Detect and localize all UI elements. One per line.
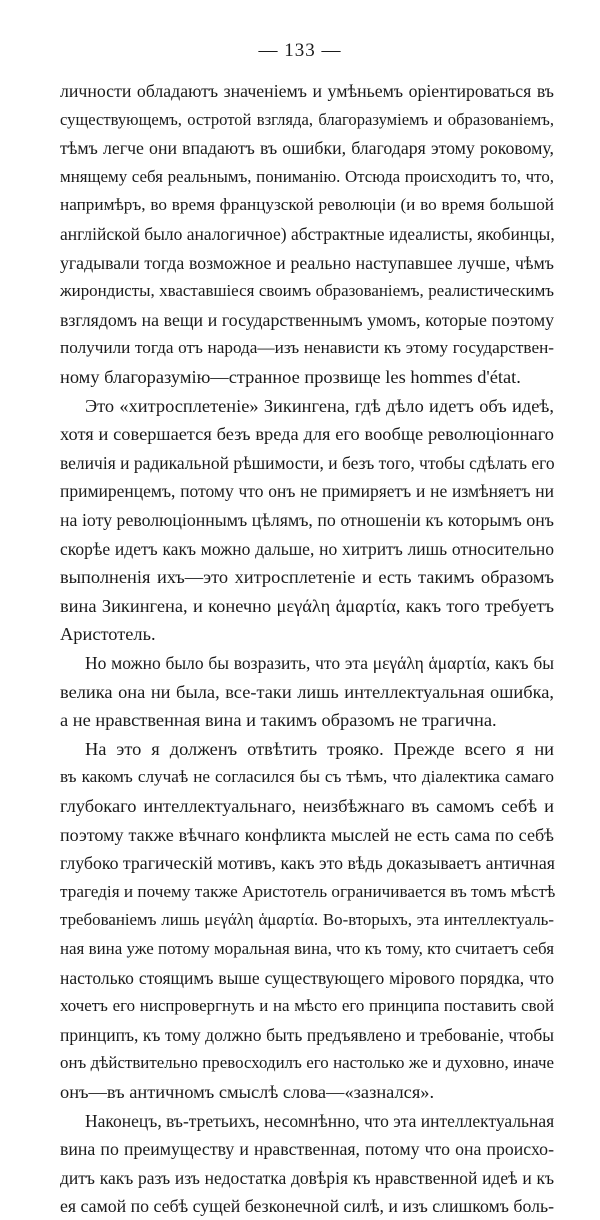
text-line: личности обладаютъ значеніемъ и умѣньемъ оріентироваться въ bbox=[60, 81, 554, 101]
text-line: скорѣе идетъ какъ можно дальше, но хитритъ лишь относительно bbox=[60, 538, 554, 559]
text-line: требованіемъ лишь μεγάλη ἁμαρτία. Во-вторыхъ, эта интеллектуаль- bbox=[60, 910, 554, 930]
text-line: напримѣръ, во время французской революціи (и во время большой bbox=[60, 195, 554, 215]
text-line: вина Зикингена, и конечно μεγάλη ἁμαρτία, какъ того требуетъ bbox=[60, 595, 554, 616]
text-line: примиренцемъ, потому что онъ не примиряетъ и не измѣняетъ ни bbox=[60, 481, 554, 502]
text-line: Это «хитросплетеніе» Зикингена, гдѣ дѣло идетъ объ идеѣ, bbox=[85, 395, 554, 416]
text-line: хочетъ его ниспровергнуть и на мѣсто его принципа поставить свой bbox=[60, 996, 554, 1016]
text-line: Наконецъ, въ-третьихъ, несомнѣнно, что эта интеллектуальная bbox=[85, 1110, 555, 1131]
page-number: — 133 — bbox=[258, 40, 342, 61]
text-line: тѣмъ легче они впадаютъ въ ошибки, благодаря этому роковому, bbox=[60, 138, 554, 159]
text-line: мнящему себя реальнымъ, пониманію. Отсюда происходитъ то, что, bbox=[60, 166, 554, 186]
text-line: Но можно было бы возразить, что эта μεγάλη ἁμαρτία, какъ бы bbox=[85, 653, 554, 673]
text-line: На это я долженъ отвѣтить трояко. Прежде всего я ни bbox=[85, 738, 554, 759]
text-line: получили тогда отъ народа—изъ ненависти къ этому государствен- bbox=[60, 338, 554, 358]
text-line: на іоту революціоннымъ цѣлямъ, по отношеніи къ которымъ онъ bbox=[60, 510, 554, 530]
text-line: дитъ какъ разъ изъ недостатка довѣрія къ нравственной идеѣ и къ bbox=[60, 1167, 554, 1188]
text-line: Аристотель. bbox=[60, 624, 156, 645]
text-line: хотя и совершается безъ вреда для его вообще революціоннаго bbox=[60, 424, 554, 445]
text-line: онъ—въ античномъ смыслѣ слова—«зазнался». bbox=[60, 1082, 435, 1102]
text-line: трагедія и почему также Аристотель ограничивается въ томъ мѣстѣ bbox=[60, 881, 556, 901]
text-line: поэтому также вѣчнаго конфликта мыслей не есть сама по себѣ bbox=[60, 824, 554, 845]
text-line: глубоко трагическій мотивъ, какъ это вѣдь доказываетъ античная bbox=[60, 853, 555, 874]
text-line: велика она ни была, все-таки лишь интеллектуальная ошибка, bbox=[60, 681, 554, 702]
text-line: вина по преимуществу и нравственная, потому что она происхо- bbox=[60, 1139, 554, 1160]
text-line: взглядомъ на вещи и государственнымъ умомъ, которые поэтому bbox=[60, 309, 554, 330]
text-line: въ какомъ случаѣ не согласился бы съ тѣмъ, что діалектика самаго bbox=[60, 767, 554, 787]
text-line: онъ дѣйствительно превосходилъ его настолько же и духовно, иначе bbox=[60, 1053, 554, 1073]
text-line: а не нравственная вина и такимъ образомъ не трагична. bbox=[60, 710, 497, 731]
text-line: угадывали тогда возможное и реально наступавшее лучше, чѣмъ bbox=[60, 252, 554, 273]
text-line: жирондисты, хваставшіеся своимъ образованіемъ, реалистическимъ bbox=[60, 281, 554, 301]
text-line: величія и радикальной рѣшимости, и безъ того, чтобы сдѣлать его bbox=[60, 452, 555, 473]
text-line: ея самой по себѣ сущей безконечной силѣ, и изъ слишкомъ боль- bbox=[60, 1196, 554, 1217]
text-line: настолько стоящимъ выше существующего мірового порядка, что bbox=[60, 967, 554, 988]
text-line: глубокаго интеллектуальнаго, неизбѣжнаго въ самомъ себѣ и bbox=[60, 796, 554, 816]
text-line: англійской было аналогичное) абстрактные идеалисты, якобинцы, bbox=[60, 224, 555, 244]
text-line: выполненія ихъ—это хитросплетеніе и есть такимъ образомъ bbox=[60, 567, 554, 588]
text-line: ному благоразумію—странное прозвище les hommes d'état. bbox=[60, 367, 521, 387]
text-line: ная вина уже потому моральная вина, что къ тому, кто считаетъ себя bbox=[60, 939, 554, 958]
text-line: существующемъ, остротой взгляда, благоразуміемъ и образованіемъ, bbox=[60, 109, 554, 129]
text-line: принципъ, къ тому должно быть предъявлено и требованіе, чтобы bbox=[60, 1024, 554, 1045]
